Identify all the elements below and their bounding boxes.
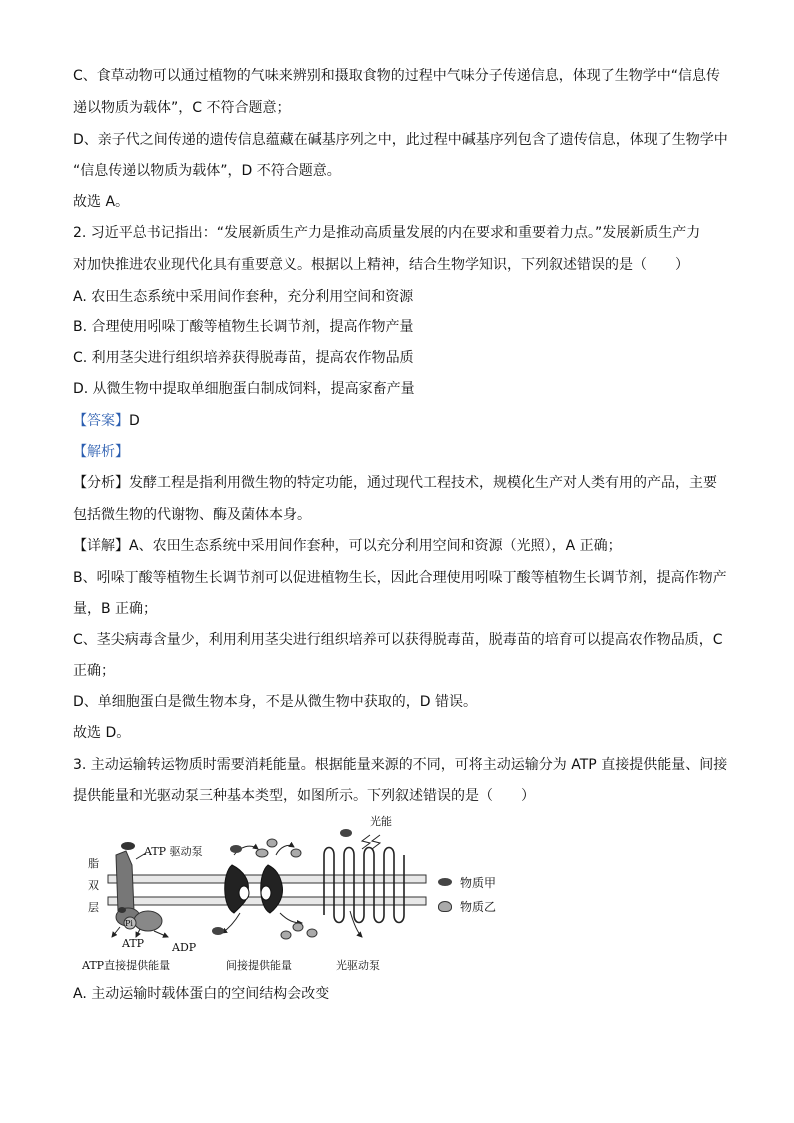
legend-row-b [438,894,496,918]
substance-a-swatch [438,878,452,886]
q2-analysis-heading [73,443,129,461]
analysis-tag: 【解析】 [73,444,129,460]
fenxi-text: 发酵工程是指利用微生物的特定功能，通过现代工程技术，规模化生产对人类有用的产品，主要 [129,475,717,491]
q1-option-c-line-2: 递以物质为载体”，C 不符合题意； [73,100,291,116]
lipid-label-2: 双 [88,879,99,892]
figure-legend [438,870,496,918]
answer-value: D [129,413,140,429]
active-transport-figure [80,815,430,975]
substance-b-swatch [438,901,452,912]
q1-option-c-line-1: C、食草动物可以通过植物的气味来辨别和摄取食物的过程中气味分子传递信息，体现了生物学中“信息传 [73,68,721,84]
atp-label: ATP [122,937,145,950]
q2-xiangjie-b-line-2: 量，B 正确； [73,601,158,617]
q2-option-c: C. 利用茎尖进行组织培养获得脱毒苗，提高农作物品质 [73,350,414,366]
q1-option-d-line-2: “信息传递以物质为载体”，D 不符合题意。 [73,163,341,179]
fenxi-tag: 【分析】 [73,475,129,491]
q3-option-a: A. 主动运输时载体蛋白的空间结构会改变 [73,986,330,1002]
q3-stem-line-2: 提供能量和光驱动泵三种基本类型，如图所示。下列叙述错误的是（ ） [73,788,535,804]
q2-xiangjie-b-line-1: B、吲哚丁酸等植物生长调节剂可以促进植物生长，因此合理使用吲哚丁酸等植物生长调节剂，提高作物产 [73,570,727,586]
q3-stem-line-1: 3. 主动运输转运物质时需要消耗能量。根据能量来源的不同，可将主动运输分为 ATP 直接提供能量、间接 [73,757,728,773]
q2-option-d: D. 从微生物中提取单细胞蛋白制成饲料，提高家畜产量 [73,381,415,397]
q2-answer [73,412,140,430]
q2-xiangjie-c-line-2: 正确； [73,663,115,679]
q2-xiangjie-c-line-1: C、茎尖病毒含量少，利用利用茎尖进行组织培养可以获得脱毒苗，脱毒苗的培育可以提高农作物品质，C [73,632,723,648]
q1-final-choice: 故选 A。 [73,194,130,210]
legend-row-a [438,870,496,894]
q2-final-choice: 故选 D。 [73,725,131,741]
q1-option-d-line-1: D、亲子代之间传递的遗传信息蕴藏在碱基序列之中，此过程中碱基序列包含了遗传信息，体现了生物学中 [73,132,728,148]
q2-option-b: B. 合理使用吲哚丁酸等植物生长调节剂，提高作物产量 [73,319,414,335]
legend-a-text: 物质甲 [460,875,497,890]
q2-xiangjie-a [73,537,622,555]
q2-option-a: A. 农田生态系统中采用间作套种，充分利用空间和资源 [73,289,414,305]
caption-atp-direct: ATP直接提供能量 [82,959,171,972]
q2-stem-line-1: 2. 习近平总书记指出：“发展新质生产力是推动高质量发展的内在要求和重要着力点。”发展新质生产力 [73,225,701,241]
lipid-label-1: 脂 [88,857,99,870]
caption-indirect: 间接提供能量 [226,959,292,972]
lipid-label-3: 层 [88,901,99,914]
atp-pump-label: ATP 驱动泵 [144,845,203,858]
q2-xiangjie-d: D、单细胞蛋白是微生物本身，不是从微生物中获取的，D 错误。 [73,694,478,710]
q2-fenxi-line-1 [73,474,717,492]
q2-stem-line-2: 对加快推进农业现代化具有重要意义。根据以上精神，结合生物学知识，下列叙述错误的是（ ） [73,257,689,273]
answer-tag: 【答案】 [73,413,129,429]
legend-b-text: 物质乙 [460,899,497,914]
q2-fenxi-line-2: 包括微生物的代谢物、酶及菌体本身。 [73,507,311,523]
caption-light-pump: 光驱动泵 [336,959,380,972]
pi-label: Pi [125,919,133,928]
light-energy-label: 光能 [370,815,392,828]
indirect-transporters [212,839,317,939]
xiangjie-tag: 【详解】 [73,538,129,554]
substance-a-atp-pump [121,842,135,850]
xiangjie-a-text: A、农田生态系统中采用间作套种，可以充分利用空间和资源（光照），A 正确； [129,538,622,554]
adp-label: ADP [172,941,197,954]
